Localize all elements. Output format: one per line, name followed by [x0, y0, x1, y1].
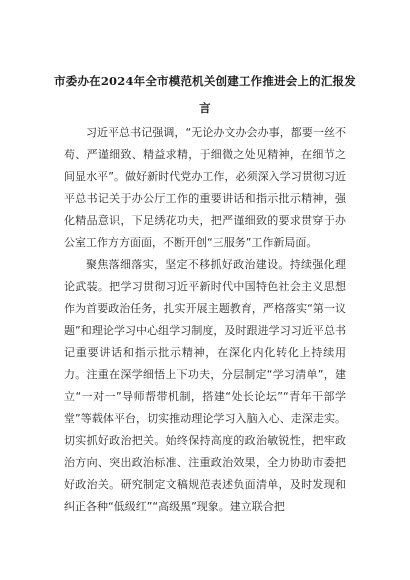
document-body [64, 122, 346, 518]
document-title: 市委办在2024年全市模范机关创建工作推进会上的汇报发言 [54, 74, 356, 115]
body-paragraph: 聚焦落细落实，坚定不移抓好政治建设。持续强化理论武装。把学习贯彻习近平新时代中国特色社会主义思想作为首要政治任务，扎实开展主题教育，严格落实“第一议题”和理论学习中心组学习制度，及时跟进学习习近平总书记重要讲话和指示批示精神，在深化内化转化上持续用力。注重在深学细悟上下功夫，分层制定“学习清单”，建立“一对一”导师帮带机制，搭建“处长论坛”“青年干部学堂”等载体平台，切实推动理论学习入脑入心、走深走实。切实抓好政治把关。始终保持高度的政治敏锐性，把牢政治方向、突出政治标准、注重政治效果，全力协助市委把好政治关。研究制定文稿规范表述负面清单，及时发现和纠正各种“低级红”“高级黑”现象。建立联合把 [64, 258, 346, 513]
body-paragraph: 习近平总书记强调，“无论办文办会办事，都要一丝不苟、严谨细致、精益求精，于细微之处见精神，在细节之间显水平”。做好新时代党办工作，必须深入学习贯彻习近平总书记关于办公厅工作的重要讲话和指示批示精神，强化精品意识，下足绣花功夫，把严谨细致的要求贯穿于办公室工作方方面面，不断开创“三服务”工作新局面。 [64, 126, 346, 249]
